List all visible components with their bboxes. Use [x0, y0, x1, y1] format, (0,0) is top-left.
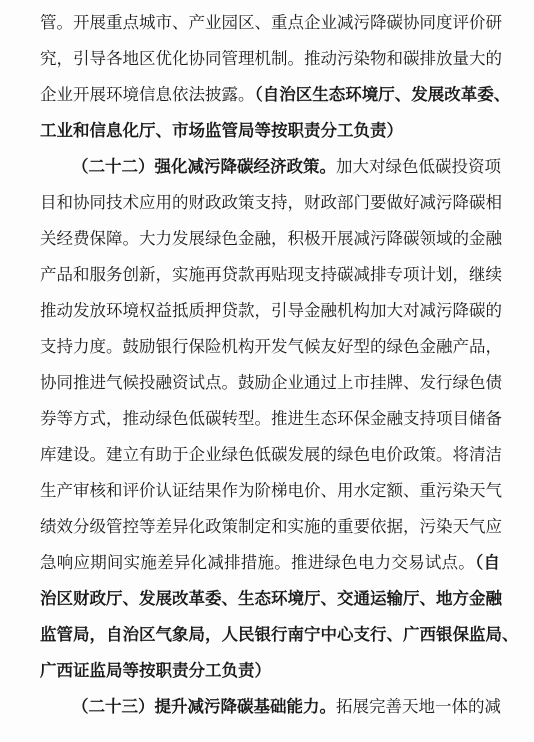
- text-line: 库建设。建立有助于企业绿色低碳发展的绿色电价政策。将清洁: [40, 445, 502, 464]
- text-line: [40, 656, 500, 686]
- responsible-departments-text: 监管局，自治区气象局，人民银行南宁中心支行、广西银保监局、: [40, 625, 519, 644]
- text-line: 推动发放环境权益抵质押贷款，引导金融机构加大对减污降碳的: [40, 301, 502, 320]
- text-line: 目和协同技术应用的财政政策支持，财政部门要做好减污降碳相: [40, 193, 502, 212]
- text-line: 支持力度。鼓励银行保险机构开发气候友好型的绿色金融产品，: [40, 337, 502, 356]
- section-number: （二十三）: [72, 697, 155, 716]
- responsible-departments-text: （自: [475, 553, 501, 572]
- section-heading-line: （二十三）提升减污降碳基础能力。拓展完善天地一体的减: [72, 697, 501, 716]
- responsible-departments-text: 广西证监局等按职责分工负责）: [40, 661, 271, 680]
- responsible-departments-text: 治区财政厅、发展改革委、生态环境厅、交通运输厅、地方金融: [40, 589, 502, 608]
- text-line: 究，引导各地区优化协同管理机制。推动污染物和碳排放量大的: [40, 49, 502, 68]
- text-line: 企业开展环境信息依法披露。（自治区生态环境厅、发展改革委、: [40, 85, 511, 104]
- text-line: [40, 620, 519, 650]
- text-line: 管。开展重点城市、产业园区、重点企业减污降碳协同度评价研: [40, 13, 502, 32]
- text-line: 券等方式，推动绿色低碳转型。推进生态环保金融支持项目储备: [40, 409, 502, 428]
- text-line: [40, 584, 500, 614]
- text-line: 急响应期间实施差异化减排措施。推进绿色电力交易试点。（自: [40, 553, 501, 572]
- text-line: 绩效分级管控等差异化政策制定和实施的重要依据，污染天气应: [40, 517, 502, 536]
- section-number: （二十二）: [72, 157, 155, 176]
- text-line: 产品和服务创新，实施再贷款再贴现支持碳减排专项计划，继续: [40, 265, 502, 284]
- responsible-departments-text: 工业和信息化厅、市场监管局等按职责分工负责）: [40, 121, 403, 140]
- text-line: 关经费保障。大力发展绿色金融，积极开展减污降碳领域的金融: [40, 229, 502, 248]
- text-line: [40, 116, 500, 146]
- section-heading-line: （二十二）强化减污降碳经济政策。加大对绿色低碳投资项: [72, 157, 501, 176]
- responsible-departments-text: （自治区生态环境厅、发展改革委、: [254, 85, 511, 104]
- text-line: 生产审核和评价认证结果作为阶梯电价、用水定额、重污染天气: [40, 481, 502, 500]
- text-line: 协同推进气候投融资试点。鼓励企业通过上市挂牌、发行绿色债: [40, 373, 502, 392]
